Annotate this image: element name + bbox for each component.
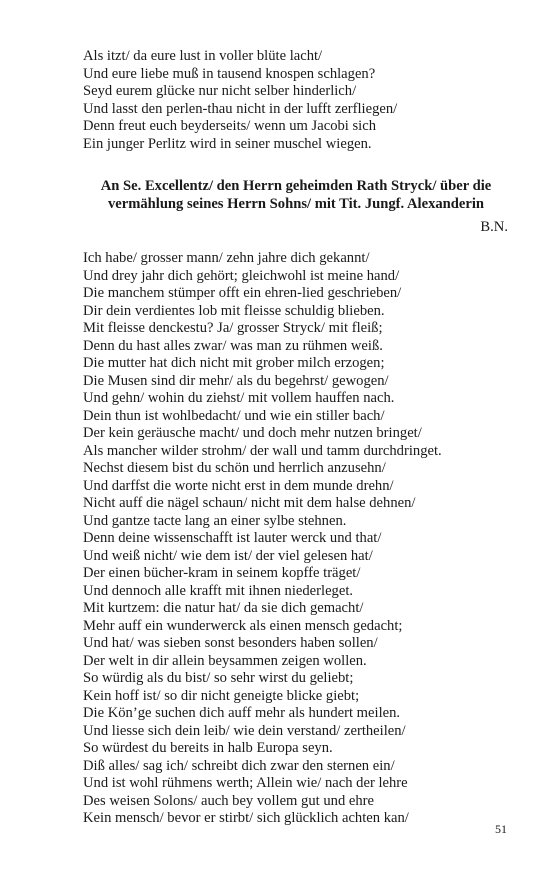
- verse-line: Und gehn/ wohin du ziehst/ mit vollem hauffen nach.: [83, 390, 395, 406]
- verse-line: Mit fleisse denckestu? Ja/ grosser Stryck/ mit fleiß;: [83, 320, 383, 336]
- poem-body: [83, 250, 513, 828]
- verse-line: Und darffst die worte nicht erst in dem munde drehn/: [83, 477, 394, 494]
- verse-line: Die Musen sind dir mehr/ als du begehrst/ gewogen/: [83, 372, 389, 389]
- verse-line: Dein thun ist wohlbedacht/ und wie ein stiller bach/: [83, 407, 385, 424]
- verse-line: Mehr auff ein wunderwerck als einen mensch gedacht;: [83, 617, 403, 634]
- verse-line: Seyd eurem glücke nur nicht selber hinderlich/: [83, 83, 357, 99]
- verse-line: Und gantze tacte lang an einer sylbe stehnen.: [83, 512, 347, 529]
- heading-line: vermählung seines Herrn Sohns/ mit Tit. Jungf. Alexanderin: [107, 196, 485, 212]
- verse-line: Die mutter hat dich nicht mit grober milch erzogen;: [83, 355, 385, 371]
- verse-line: Mit kurtzem: die natur hat/ da sie dich gemacht/: [83, 600, 364, 616]
- verse-line: Nechst diesem bist du schön und herrlich anzusehn/: [83, 460, 386, 476]
- verse-line: Die manchem stümper offt ein ehren-lied geschrieben/: [83, 285, 402, 301]
- verse-line: Ich habe/ grosser mann/ zehn jahre dich gekannt/: [83, 250, 370, 266]
- verse-line: Und dennoch alle krafft mit ihnen niederleget.: [83, 582, 354, 599]
- verse-line: Denn freut euch beyderseits/ wenn um Jacobi sich: [83, 118, 377, 134]
- verse-line: Und weiß nicht/ wie dem ist/ der viel gelesen hat/: [83, 547, 373, 564]
- verse-line: Die Kön’ge suchen dich auff mehr als hundert meilen.: [83, 705, 401, 721]
- verse-line: So würdig als du bist/ so sehr wirst du geliebt;: [83, 670, 354, 686]
- verse-line: Ein junger Perlitz wird in seiner muschel wiegen.: [83, 135, 372, 152]
- verse-line: Als mancher wilder strohm/ der wall und tamm durchdringet.: [83, 442, 442, 459]
- heading-line: An Se. Excellentz/ den Herrn geheimden Rath Stryck/ über die: [100, 178, 492, 194]
- verse-line: Der einen bücher-kram in seinem kopffe träget/: [83, 565, 361, 581]
- verse-line: Denn deine wissenschafft ist lauter werck und that/: [83, 530, 382, 546]
- verse-line: Und eure liebe muß in tausend knospen schlagen?: [83, 65, 376, 82]
- page-number: 51: [495, 822, 507, 836]
- verse-line: Und hat/ was sieben sonst besonders haben sollen/: [83, 635, 378, 651]
- verse-line: Dir dein verdientes lob mit fleisse schuldig blieben.: [83, 302, 385, 319]
- verse-line: Und drey jahr dich gehört; gleichwohl ist meine hand/: [83, 267, 400, 284]
- verse-line: Kein mensch/ bevor er stirbt/ sich glücklich achten kan/: [83, 810, 409, 826]
- author-initials: B.N.: [480, 219, 508, 235]
- verse-line: Der kein geräusche macht/ und doch mehr nutzen bringet/: [83, 425, 422, 441]
- verse-line: Kein hoff ist/ so dir nicht geneigte blicke giebt;: [83, 687, 360, 704]
- verse-line: Diß alles/ sag ich/ schreibt dich zwar den sternen ein/: [83, 757, 395, 774]
- opening-stanza: [83, 48, 513, 153]
- verse-line: So würdest du bereits in halb Europa seyn.: [83, 740, 333, 756]
- verse-line: Und lasst den perlen-thau nicht in der lufft zerfliegen/: [83, 100, 398, 117]
- poem-heading: [83, 177, 509, 213]
- verse-line: Als itzt/ da eure lust in voller blüte lacht/: [83, 48, 323, 64]
- verse-line: Und ist wohl rühmens werth; Allein wie/ nach der lehre: [83, 775, 408, 791]
- verse-line: Und liesse sich dein leib/ wie dein verstand/ zertheilen/: [83, 722, 406, 739]
- verse-line: Des weisen Solons/ auch bey vollem gut und ehre: [83, 792, 375, 809]
- verse-line: Denn du hast alles zwar/ was man zu rühmen weiß.: [83, 337, 383, 354]
- verse-line: Nicht auff die nägel schaun/ nicht mit dem halse dehnen/: [83, 495, 416, 511]
- verse-line: Der welt in dir allein beysammen zeigen wollen.: [83, 652, 367, 669]
